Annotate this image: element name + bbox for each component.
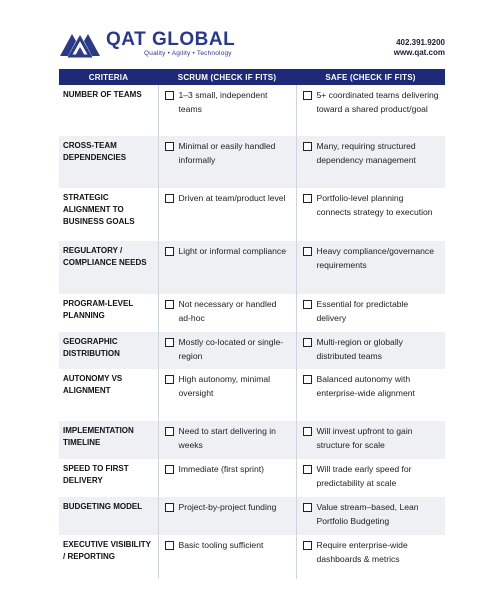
scrum-option[interactable]: [165, 463, 290, 477]
scrum-option[interactable]: [165, 373, 290, 400]
safe-cell: [296, 421, 445, 459]
safe-option-text: 5+ coordinated teams delivering toward a shared product/goal: [316, 90, 439, 114]
column-header-safe: SAFE (CHECK IF FITS): [296, 69, 445, 85]
checkbox-icon[interactable]: [165, 503, 174, 512]
table-header-row: [59, 69, 445, 85]
table-row: [59, 241, 445, 294]
scrum-cell: [158, 421, 296, 459]
table-row: [59, 369, 445, 421]
safe-cell: [296, 369, 445, 421]
safe-cell: [296, 332, 445, 369]
table-row: [59, 85, 445, 136]
safe-option-text: Many, requiring structured dependency management: [316, 141, 416, 165]
scrum-option-text: Not necessary or handled ad-hoc: [178, 299, 277, 323]
header: [58, 26, 445, 60]
criteria-cell: STRATEGIC ALIGNMENT TO BUSINESS GOALS: [63, 193, 135, 226]
safe-option-text: Will invest upfront to gain structure for scale: [316, 426, 413, 450]
scrum-option[interactable]: [165, 336, 290, 363]
qat-logo-icon: [58, 28, 102, 58]
criteria-cell: AUTONOMY VS ALIGNMENT: [63, 374, 123, 395]
safe-cell: [296, 497, 445, 535]
scrum-option-text: High autonomy, minimal oversight: [178, 374, 271, 398]
safe-cell: [296, 294, 445, 332]
checkbox-icon[interactable]: [303, 427, 312, 436]
safe-option[interactable]: [303, 373, 440, 400]
safe-cell: [296, 136, 445, 188]
scrum-cell: [158, 497, 296, 535]
table-row: [59, 294, 445, 332]
scrum-option-text: Minimal or easily handled informally: [178, 141, 276, 165]
brand-tagline: Quality • Agility • Technology: [144, 50, 232, 57]
checkbox-icon[interactable]: [303, 194, 312, 203]
table-row: [59, 421, 445, 459]
scrum-cell: [158, 369, 296, 421]
scrum-option[interactable]: [165, 501, 290, 515]
criteria-cell: GEOGRAPHIC DISTRIBUTION: [59, 332, 158, 369]
scrum-option-text: Basic tooling sufficient: [178, 540, 264, 550]
scrum-option-text: Immediate (first sprint): [178, 464, 264, 474]
scrum-cell: [158, 188, 296, 241]
safe-cell: [296, 188, 445, 241]
scrum-option-text: Mostly co-located or single-region: [178, 337, 284, 361]
scrum-option-text: Light or informal compliance: [178, 246, 286, 256]
safe-option-text: Essential for predictable delivery: [316, 299, 409, 323]
checkbox-icon[interactable]: [303, 541, 312, 550]
safe-cell: [296, 535, 445, 579]
scrum-option-text: 1–3 small, independent teams: [178, 90, 268, 114]
safe-option[interactable]: [303, 192, 440, 219]
scrum-option[interactable]: [165, 539, 290, 553]
scrum-cell: [158, 535, 296, 579]
safe-option-text: Portfolio-level planning connects strategy to execution: [316, 193, 433, 217]
safe-option-text: Require enterprise-wide dashboards & metrics: [316, 540, 408, 564]
scrum-option[interactable]: [165, 298, 290, 325]
checkbox-icon[interactable]: [165, 142, 174, 151]
safe-cell: [296, 85, 445, 136]
safe-option[interactable]: [303, 89, 440, 116]
safe-option[interactable]: [303, 140, 440, 167]
checkbox-icon[interactable]: [165, 194, 174, 203]
checkbox-icon[interactable]: [165, 375, 174, 384]
checkbox-icon[interactable]: [165, 541, 174, 550]
criteria-cell: PROGRAM-LEVEL PLANNING: [63, 299, 134, 320]
contact-info: [394, 38, 445, 58]
criteria-cell: CROSS-TEAM DEPENDENCIES: [59, 136, 158, 188]
scrum-option[interactable]: [165, 425, 290, 452]
checkbox-icon[interactable]: [303, 142, 312, 151]
checkbox-icon[interactable]: [165, 247, 174, 256]
scrum-cell: [158, 85, 296, 136]
scrum-cell: [158, 332, 296, 369]
comparison-table: [59, 69, 445, 579]
table-row: [59, 188, 445, 241]
checkbox-icon[interactable]: [165, 300, 174, 309]
checkbox-icon[interactable]: [165, 338, 174, 347]
safe-option-text: Value stream–based, Lean Portfolio Budgeting: [316, 502, 419, 526]
safe-cell: [296, 241, 445, 294]
criteria-cell: NUMBER OF TEAMS: [63, 90, 142, 99]
safe-option[interactable]: [303, 425, 440, 452]
criteria-cell: IMPLEMENTATION TIMELINE: [59, 421, 158, 459]
checkbox-icon[interactable]: [303, 247, 312, 256]
table-row: [59, 332, 445, 369]
scrum-option-text: Project-by-project funding: [178, 502, 277, 512]
safe-option-text: Multi-region or globally distributed teams: [316, 337, 403, 361]
phone-number: 402.391.9200: [396, 38, 445, 47]
scrum-option-text: Need to start delivering in weeks: [178, 426, 276, 450]
safe-cell: [296, 459, 445, 497]
scrum-cell: [158, 294, 296, 332]
scrum-cell: [158, 136, 296, 188]
criteria-cell: EXECUTIVE VISIBILITY / REPORTING: [63, 540, 151, 561]
checkbox-icon[interactable]: [303, 503, 312, 512]
safe-option[interactable]: [303, 463, 440, 490]
checkbox-icon[interactable]: [303, 375, 312, 384]
scrum-cell: [158, 459, 296, 497]
checkbox-icon[interactable]: [165, 427, 174, 436]
scrum-option-text: Driven at team/product level: [178, 193, 286, 203]
column-header-criteria: CRITERIA: [59, 69, 158, 85]
table-row: [59, 136, 445, 188]
scrum-option[interactable]: [165, 140, 290, 167]
scrum-option[interactable]: [165, 192, 290, 206]
scrum-option[interactable]: [165, 245, 290, 259]
safe-option-text: Will trade early speed for predictability at scale: [316, 464, 412, 488]
checkbox-icon[interactable]: [165, 91, 174, 100]
checkbox-icon[interactable]: [165, 465, 174, 474]
table-row: [59, 459, 445, 497]
scrum-cell: [158, 241, 296, 294]
checkbox-icon[interactable]: [303, 465, 312, 474]
checkbox-icon[interactable]: [303, 300, 312, 309]
checkbox-icon[interactable]: [303, 338, 312, 347]
table-row: [59, 535, 445, 579]
criteria-cell: SPEED TO FIRST DELIVERY: [63, 464, 129, 485]
column-header-scrum: SCRUM (CHECK IF FITS): [158, 69, 296, 85]
safe-option[interactable]: [303, 245, 440, 272]
safe-option[interactable]: [303, 298, 440, 325]
brand-name: QAT GLOBAL: [106, 29, 236, 50]
website-link[interactable]: www.qat.com: [393, 48, 445, 57]
table-row: [59, 497, 445, 535]
safe-option[interactable]: [303, 501, 440, 528]
safe-option-text: Balanced autonomy with enterprise-wide alignment: [316, 374, 415, 398]
criteria-cell: REGULATORY / COMPLIANCE NEEDS: [59, 241, 158, 294]
safe-option-text: Heavy compliance/governance requirements: [316, 246, 435, 270]
safe-option[interactable]: [303, 336, 440, 363]
criteria-cell: BUDGETING MODEL: [59, 497, 158, 535]
checkbox-icon[interactable]: [303, 91, 312, 100]
scrum-option[interactable]: [165, 89, 290, 116]
safe-option[interactable]: [303, 539, 440, 566]
